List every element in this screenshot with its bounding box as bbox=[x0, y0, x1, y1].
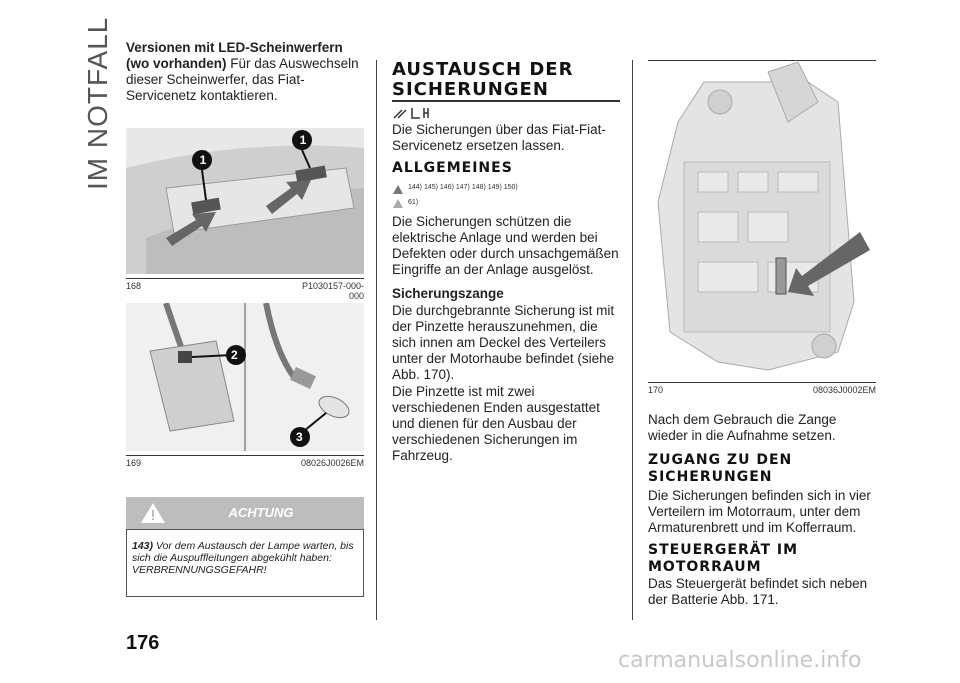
figure-170-code: 08036J0002EM bbox=[812, 385, 876, 395]
section-title: IM NOTFALL bbox=[82, 16, 113, 190]
pliers-return-text: Nach dem Gebrauch die Zange wieder in die Aufnahme setzen. bbox=[648, 412, 837, 443]
warning-ref: 143) bbox=[132, 540, 154, 552]
callout-1b: 1 bbox=[299, 133, 307, 147]
page-number: 176 bbox=[126, 632, 160, 654]
note-references: 61) bbox=[408, 199, 419, 206]
led-headlight-heading: Versionen mit LED-Scheinwerfern (wo vorhanden) bbox=[126, 40, 343, 71]
warning-references: 144) 145) 146) 147) 148) 149) 150) bbox=[408, 184, 518, 191]
license-plate-lamp-illustration bbox=[126, 128, 364, 274]
led-headlight-text: Für das Auswechseln dieser Scheinwerfer, das Fiat-Servicenetz kontaktieren. bbox=[126, 56, 359, 103]
figure-169-number: 169 bbox=[126, 458, 142, 468]
figure-169-code: 08026J0026EM bbox=[300, 458, 364, 468]
figure-170-top-rule bbox=[648, 60, 876, 61]
callout-2: 2 bbox=[231, 348, 238, 362]
fuse-access-text: Die Sicherungen befinden sich in vier Verteilern im Motorraum, unter dem Armaturenbrett und im Kofferraum. bbox=[648, 488, 871, 535]
fuse-pliers-heading: Sicherungszange bbox=[392, 286, 504, 301]
figure-168-code: P1030157-000-000 bbox=[301, 281, 364, 301]
note-small-icon bbox=[392, 196, 404, 214]
heading-underline bbox=[392, 100, 620, 102]
led-headlight-paragraph bbox=[126, 40, 366, 104]
fuse-box-lid-illustration bbox=[648, 62, 876, 380]
callout-1a: 1 bbox=[199, 153, 207, 167]
fuse-pliers-ends-text: Die Pinzette ist mit zwei verschiedenen Enden ausgestattet und dienen für den Ausbau der verschiedenen Sicherungen im Fahrzeug. bbox=[392, 384, 600, 463]
fuse-general-text: Die Sicherungen schützen die elektrische Anlage und werden bei Defekten oder durch unsachgemäßen Eingriffe an der Anlage ausgelöst. bbox=[392, 214, 619, 277]
column-divider-2 bbox=[632, 60, 633, 620]
general-heading: ALLGEMEINES bbox=[392, 160, 513, 176]
figure-169-rule bbox=[126, 455, 364, 456]
warning-message: Vor dem Austausch der Lampe warten, bis sich die Auspuffleitungen abgekühlt haben: VERBRENNUNGSGEFAHR! bbox=[132, 540, 354, 576]
figure-168-rule bbox=[126, 278, 364, 279]
column-divider-1 bbox=[376, 60, 377, 620]
warning-title: ACHTUNG bbox=[228, 505, 294, 520]
fuse-replacement-heading: AUSTAUSCH DER SICHERUNGEN bbox=[392, 59, 574, 100]
figure-169-image bbox=[126, 303, 364, 451]
figure-170-image bbox=[648, 62, 876, 380]
figure-170-number: 170 bbox=[648, 385, 664, 395]
figure-168-number: 168 bbox=[126, 281, 142, 291]
footer-watermark: carmanualsonline.info bbox=[618, 648, 862, 673]
engine-control-unit-heading: STEUERGERÄT IM MOTORRAUM bbox=[648, 542, 799, 575]
figure-170-rule bbox=[648, 382, 876, 383]
warning-text bbox=[132, 540, 360, 576]
fuse-pliers-text: Die durchgebrannte Sicherung ist mit der Pinzette herauszunehmen, die sich innen am Deckel des Verteilers unter der Motorhaube befindet (siehe Abb. 170). bbox=[392, 303, 615, 382]
fuse-intro-text: Die Sicherungen über das Fiat-Fiat-Servicenetz ersetzen lassen. bbox=[392, 122, 606, 153]
fuse-access-heading: ZUGANG ZU DEN SICHERUNGEN bbox=[648, 452, 793, 485]
callout-3: 3 bbox=[296, 430, 303, 444]
figure-168-image bbox=[126, 128, 364, 274]
bulb-replacement-illustration bbox=[126, 303, 364, 451]
engine-control-unit-text: Das Steuergerät befindet sich neben der Batterie Abb. 171. bbox=[648, 576, 868, 607]
